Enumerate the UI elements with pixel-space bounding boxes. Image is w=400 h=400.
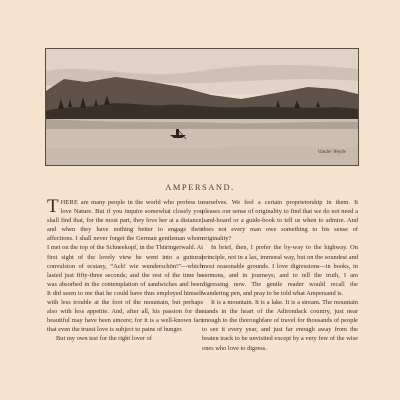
paragraph — [47, 198, 203, 334]
artist-signature: Vander Weyde — [317, 150, 346, 155]
paragraph: But my own test for the right lover of — [56, 335, 152, 343]
paragraph: In brief, then, I prefer the by-way to the highway. On principle, not in a lax, immoral way, but on the soundest and most reasonable grounds. I love digressions—in books, in sermons, and in journeys; and to tell the truth, I am digressing now. The gentle reader would recall the wandering pen, and pray to be told what Ampersand is. — [202, 244, 358, 297]
chapter-heading: AMPERSAND. — [165, 182, 235, 192]
opening-word: HERE — [60, 199, 79, 206]
paragraph: ourselves. We feel a certain proprietorship in them. It pleases our sense of originality to find that we do not need a hand-board or a guide-book to tell us when to admire. And does not every man owe something to his sense of originality? — [202, 199, 358, 243]
paragraph: It is a mountain. It is a lake. It is a stream. The mountain stands in the heart of the Adirondack country, just near enough to the thoroughfare of travel for thousands of people to see it every year, and just far enough away from the beaten track to be unvisited except by a very few of the wise ones who love to digress. — [202, 299, 358, 352]
drop-cap: T — [47, 196, 59, 217]
paragraph-text: are many people in the world who profess to love Nature. But if you inquire somewhat closely you shall find that, for the most part, they love her at a distance, and when they have nothing better to engage their affections. I shall never forget the German gentleman whom I met on the top of the Schneekopf, in the Thüringerwald. At first sight of the lovely view he went into a guttural convulsion of ecstasy, “Ach! wie wunderschön!”—which lasted just fifty-three seconds; and the rest of the time he was absorbed in the contemplation of sandwiches and beer. It did seem to me that he could have thus employed himself with less trouble at the foot of the mountain, but perhaps also with less appetite. And, after all, his passion for the beautiful may have been sincere; for it is a well-known fact that even the truest love is subject to pains of hunger. — [47, 199, 203, 334]
foreground-water — [46, 146, 358, 165]
text-column-left — [47, 198, 203, 344]
landscape-illustration — [45, 48, 359, 166]
text-column-right — [202, 198, 358, 353]
engraving-svg — [46, 49, 358, 165]
